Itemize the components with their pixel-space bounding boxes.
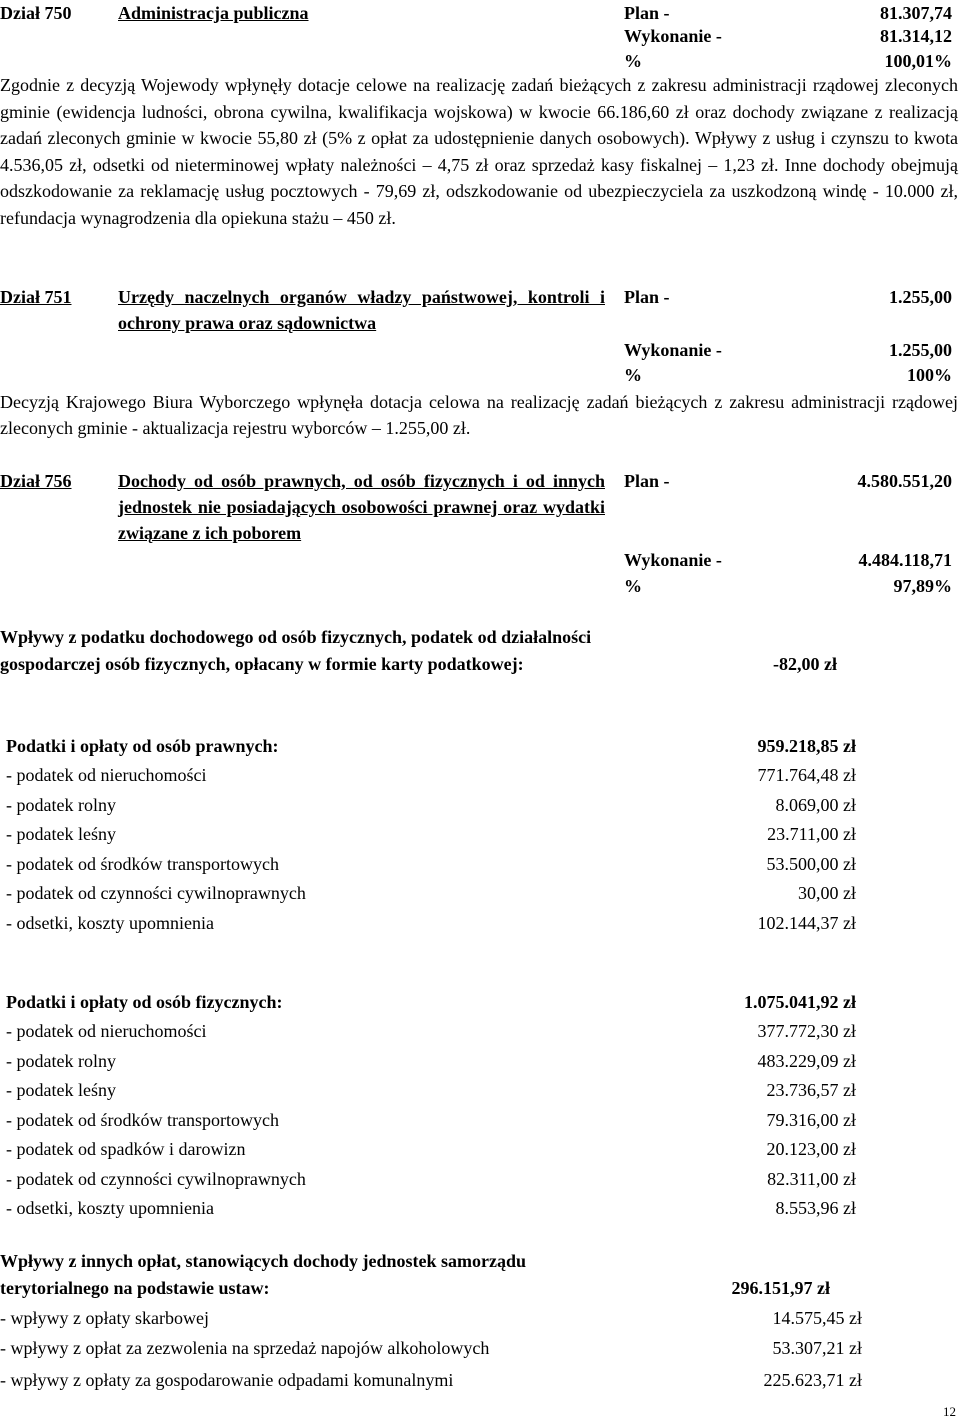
list-item: - podatek od środków transportowych <box>6 1110 279 1130</box>
fizyczne-total: 1.075.041,92 zł <box>744 992 856 1012</box>
section-750-plan-label: Plan - <box>624 3 670 23</box>
list-item-value: 53.307,21 zł <box>772 1338 862 1358</box>
section-750-pct-value: 100,01% <box>884 51 952 71</box>
page-number: 12 <box>943 1404 956 1419</box>
list-item-value: 483.229,09 zł <box>757 1051 856 1071</box>
list-item: - podatek leśny <box>6 1080 116 1100</box>
section-751-title: Urzędy naczelnych organów władzy państwowej, kontroli i ochrony prawa oraz sądownictwa <box>118 287 605 333</box>
section-750-exec-label: Wykonanie - <box>624 26 722 46</box>
list-item: - podatek leśny <box>6 824 116 844</box>
section-756-plan-label: Plan - <box>624 471 670 491</box>
fizyczne-heading: Podatki i opłaty od osób fizycznych: <box>6 992 283 1012</box>
list-item-value: 53.500,00 zł <box>766 854 856 874</box>
section-756-code: Dział 756 <box>0 471 72 491</box>
list-item-value: 14.575,45 zł <box>772 1308 862 1328</box>
list-item-value: 23.736,57 zł <box>766 1080 856 1100</box>
section-756-exec-value: 4.484.118,71 <box>858 550 952 570</box>
list-item: - wpływy z opłaty skarbowej <box>0 1308 209 1328</box>
list-item: - wpływy z opłaty za gospodarowanie odpadami komunalnymi <box>0 1370 454 1390</box>
section-756-pct-label: % <box>624 576 642 596</box>
list-item: - podatek rolny <box>6 1051 116 1071</box>
section-750-pct-label: % <box>624 51 642 71</box>
inne-oplaty-heading-line-2: terytorialnego na podstawie ustaw: <box>0 1278 270 1298</box>
list-item: - podatek od spadków i darowizn <box>6 1139 246 1159</box>
section-751-exec-label: Wykonanie - <box>624 340 722 360</box>
section-756-title: Dochody od osób prawnych, od osób fizycznych i od innych jednostek nie posiadających osobowości prawnej oraz wydatki związane z ich poborem <box>118 471 605 543</box>
list-item-value: 79.316,00 zł <box>766 1110 856 1130</box>
list-item-value: 771.764,48 zł <box>757 765 856 785</box>
list-item-value: 82.311,00 zł <box>767 1169 856 1189</box>
list-item-value: 8.069,00 zł <box>775 795 856 815</box>
inne-oplaty-total: 296.151,97 zł <box>731 1278 830 1298</box>
list-item-value: 20.123,00 zł <box>766 1139 856 1159</box>
section-751-description: Decyzją Krajowego Biura Wyborczego wpłynęła dotacja celowa na realizację zadań bieżących z zakresu administracji rządowej zleconych gminie - aktualizacja rejestru wyborców – 1.255,00 zł. <box>0 392 958 438</box>
section-751-code: Dział 751 <box>0 287 72 307</box>
list-item: - podatek od środków transportowych <box>6 854 279 874</box>
prawne-heading: Podatki i opłaty od osób prawnych: <box>6 736 279 756</box>
karta-podatkowa-heading-line-2: gospodarczej osób fizycznych, opłacany w formie karty podatkowej: <box>0 654 524 674</box>
karta-podatkowa-heading-line-1: Wpływy z podatku dochodowego od osób fizycznych, podatek od działalności <box>0 627 592 647</box>
section-750-code: Dział 750 <box>0 3 72 23</box>
section-750-title: Administracja publiczna <box>118 3 309 23</box>
list-item: - podatek rolny <box>6 795 116 815</box>
section-751-pct-label: % <box>624 365 642 385</box>
list-item-value: 23.711,00 zł <box>767 824 856 844</box>
section-756-exec-label: Wykonanie - <box>624 550 722 570</box>
list-item: - odsetki, koszty upomnienia <box>6 913 214 933</box>
list-item: - podatek od nieruchomości <box>6 765 207 785</box>
list-item-value: 225.623,71 zł <box>763 1370 862 1390</box>
list-item-value: 30,00 zł <box>798 883 856 903</box>
section-751-exec-value: 1.255,00 <box>889 340 952 360</box>
list-item: - wpływy z opłat za zezwolenia na sprzedaż napojów alkoholowych <box>0 1338 490 1358</box>
prawne-total: 959.218,85 zł <box>757 736 856 756</box>
section-750-exec-value: 81.314,12 <box>880 26 952 46</box>
list-item: - podatek od czynności cywilnoprawnych <box>6 1169 306 1189</box>
list-item: - odsetki, koszty upomnienia <box>6 1198 214 1218</box>
inne-oplaty-heading-line-1: Wpływy z innych opłat, stanowiących dochody jednostek samorządu <box>0 1251 527 1271</box>
section-750-description: Zgodnie z decyzją Wojewody wpłynęły dotacje celowe na realizację zadań bieżących z zakresu administracji rządowej zleconych gminie (ewidencja ludności, obrona cywilna, kwalifikacja wojskowa) w kwocie 66.186,60 zł oraz dochody związane z realizacją zadań zleconych gminie w kwocie 55,80 zł (5% z opłat za udostępnienie danych osobowych). Wpływy z usług i czynszu to kwota 4.536,05 zł, odsetki od nieterminowej wpłaty należności – 4,75 zł oraz sprzedaż kasy fiskalnej – 1,23 zł. Inne dochody obejmują odszkodowanie za reklamację usług pocztowych - 79,69 zł, odszkodowanie od ubezpieczyciela za uszkodzoną windę - 10.000 zł, refundacja wynagrodzenia dla opiekuna stażu – 450 zł. <box>0 75 958 228</box>
section-756-plan-value: 4.580.551,20 <box>857 471 952 491</box>
list-item-value: 377.772,30 zł <box>757 1021 856 1041</box>
list-item-value: 102.144,37 zł <box>757 913 856 933</box>
list-item: - podatek od nieruchomości <box>6 1021 207 1041</box>
section-750-plan-value: 81.307,74 <box>880 3 952 23</box>
section-756-pct-value: 97,89% <box>893 576 952 596</box>
section-751-plan-value: 1.255,00 <box>889 287 952 307</box>
karta-podatkowa-value: -82,00 zł <box>773 654 837 674</box>
list-item-value: 8.553,96 zł <box>775 1198 856 1218</box>
section-751-plan-label: Plan - <box>624 287 670 307</box>
section-751-pct-value: 100% <box>907 365 952 385</box>
list-item: - podatek od czynności cywilnoprawnych <box>6 883 306 903</box>
